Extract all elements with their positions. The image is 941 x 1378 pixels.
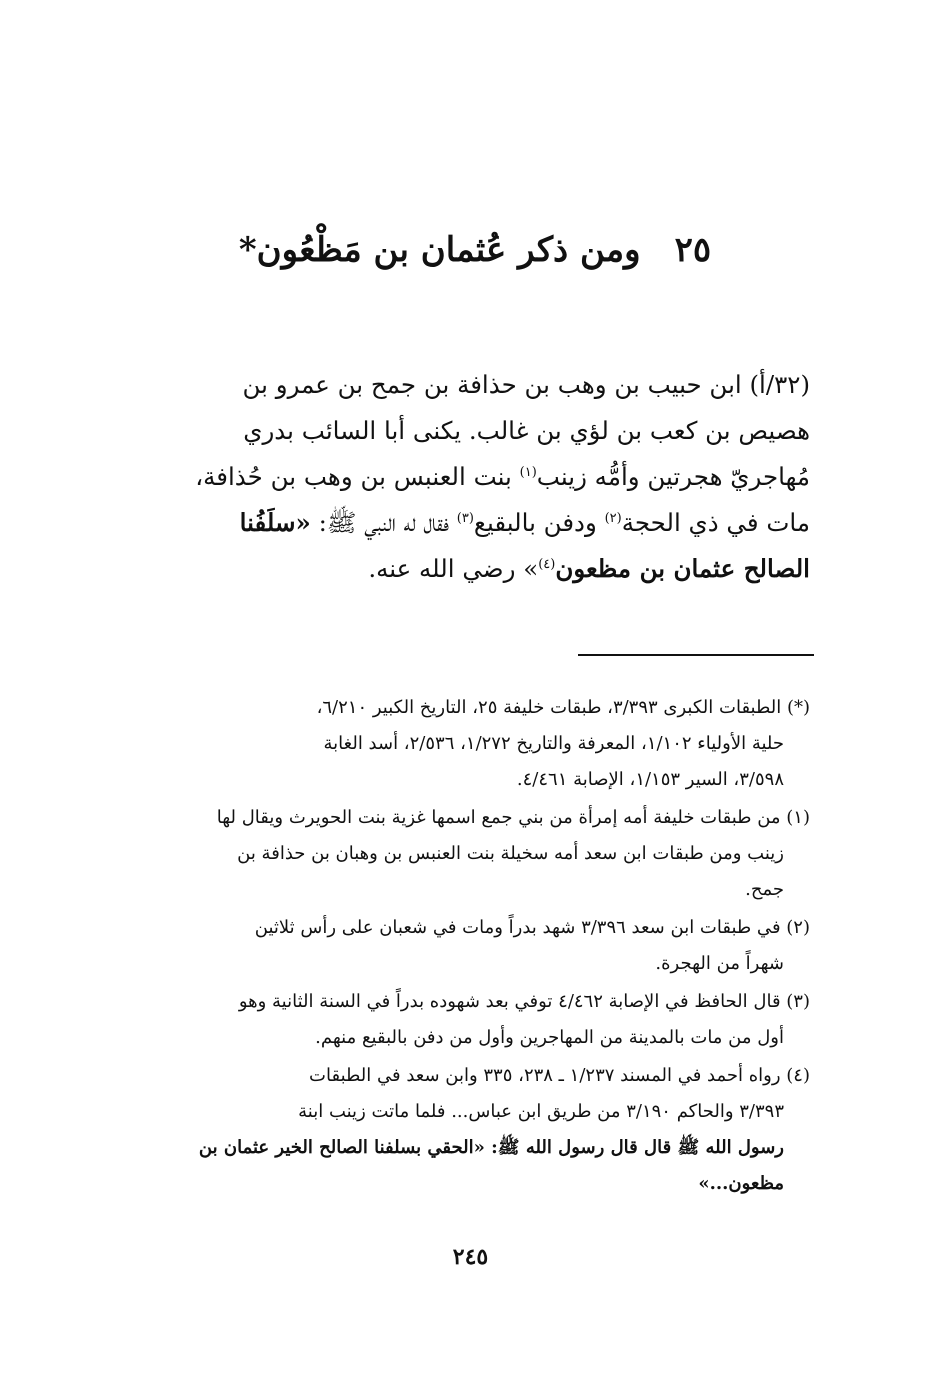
footnote-line: ٣/٣٩٣ والحاكم ٣/١٩٠ من طريق ابن عباس... فلما ماتت زينب ابنة <box>298 1101 784 1122</box>
chapter-title: ومن ذكر عُثمان بن مَظْعُون* <box>238 230 641 270</box>
body-line: مات في ذي الحجة$^{(٢)}$ ودفن بالبقيع$^{(٣)}$ فقال له النبي ﷺ: «سلَفُنا <box>239 508 810 537</box>
footnote-line: زينب ومن طبقات ابن سعد أمه سخيلة بنت العنبس بن وهبان بن حذافة بن <box>237 843 784 864</box>
body-line: هصيص بن كعب بن لؤي بن غالب. يكنى أبا السائب بدري <box>243 416 810 445</box>
footnote-line: شهراً من الهجرة. <box>655 953 784 974</box>
main-paragraph <box>140 362 810 592</box>
footnote-line: جمح. <box>745 879 784 900</box>
chapter-heading <box>140 220 810 280</box>
footnote-line: أول من مات بالمدينة من المهاجرين وأول من دفن بالبقيع منهم. <box>315 1027 784 1048</box>
footnote-line: مظعون...» <box>698 1173 784 1194</box>
footnotes <box>140 690 810 1204</box>
footnote <box>140 800 810 908</box>
footnote-line: (٣) قال الحافظ في الإصابة ٤/٤٦٢ توفي بعد شهوده بدراً في السنة الثانية وهو <box>238 991 810 1012</box>
footnote-ref: (١) <box>519 464 537 480</box>
footnote-line: (٤) رواه أحمد في المسند ١/٢٣٧ ـ ٢٣٨، ٣٣٥ وابن سعد في الطبقات <box>309 1065 810 1086</box>
footnote-line: رسول الله ﷺ قال قال رسول الله ﷺ: «الحقي بسلفنا الصالح الخير عثمان بن <box>198 1137 784 1158</box>
footnote-line: ٣/٥٩٨، السير ١/١٥٣، الإصابة ٤/٤٦١. <box>516 769 784 790</box>
hadith-quote: «سلَفُنا <box>239 508 311 537</box>
footnote-ref: (٤) <box>538 556 556 572</box>
footnote <box>140 984 810 1056</box>
page-number: ٢٤٥ <box>452 1244 489 1270</box>
body-line: (٣٢/أ) ابن حبيب بن وهب بن حذافة بن جمح بن عمرو بن <box>242 370 810 399</box>
footnote-line: (١) من طبقات خليفة أمه إمرأة من بني جمع اسمها غزية بنت الحويرث ويقال لها <box>216 807 810 828</box>
footnote-ref: (٣) <box>456 510 474 526</box>
footnote <box>140 910 810 982</box>
body-line: الصالح عثمان بن مظعون$^{(٤)}$» رضي الله عنه. <box>368 554 810 583</box>
hadith-quote: الصالح عثمان بن مظعون <box>555 554 810 583</box>
footnote-line: (٢) في طبقات ابن سعد ٣/٣٩٦ شهد بدراً ومات في شعبان على رأس ثلاثين <box>254 917 810 938</box>
footnote-separator <box>578 654 814 656</box>
footnote <box>140 690 810 798</box>
body-line: مُهاجريّ هجرتين وأمُّه زينب$^{(١)}$ بنت العنبس بن وهب بن حُذافة، <box>195 462 810 491</box>
footnote-ref: (٢) <box>604 510 622 526</box>
footnote <box>140 1058 810 1202</box>
chapter-number: ٢٥ <box>674 230 712 270</box>
footnote-line: (*) الطبقات الكبرى ٣/٣٩٣، طبقات خليفة ٢٥، التاريخ الكبير ٦/٢١٠، <box>316 697 810 718</box>
footnote-line: حلية الأولياء ١/١٠٢، المعرفة والتاريخ ١/٢٧٢، ٢/٥٣٦، أسد الغابة <box>323 733 784 754</box>
